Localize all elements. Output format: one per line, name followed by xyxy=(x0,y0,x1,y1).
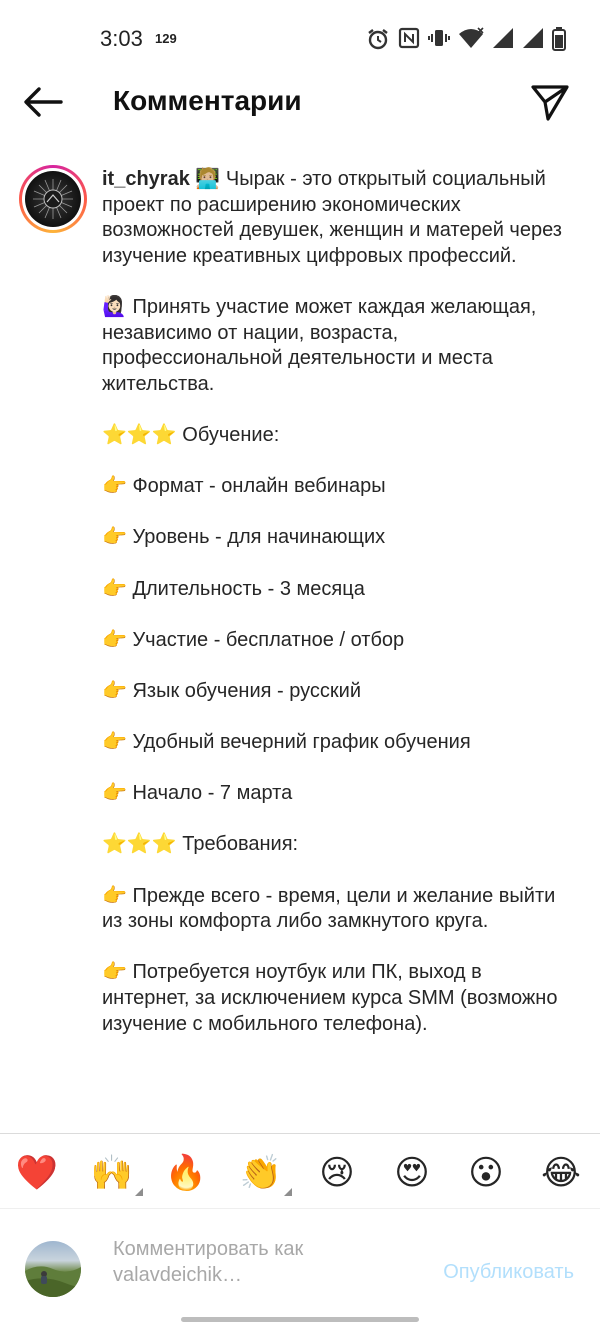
comment-line: 👉 Потребуется ноутбук или ПК, выход в интернет, за исключением курса SMM (возможно изучение с мобильного телефона). xyxy=(102,961,558,1035)
send-icon xyxy=(530,82,570,122)
comment-line: 👉 Начало - 7 марта xyxy=(102,782,293,805)
comment-line: 👉 Длительность - 3 месяца xyxy=(102,577,365,600)
vibrate-icon xyxy=(428,27,450,49)
divider xyxy=(0,1133,600,1134)
emoji-heart[interactable]: ❤️ xyxy=(15,1154,59,1192)
home-indicator[interactable] xyxy=(181,1317,419,1322)
avatar[interactable] xyxy=(19,165,87,233)
nfc-icon xyxy=(398,27,420,49)
header xyxy=(0,76,600,128)
avatar-image xyxy=(25,171,81,227)
comment-line: ⭐⭐⭐ Обучение: xyxy=(102,423,280,446)
comment-line: 👉 Удобный вечерний график обучения xyxy=(102,731,471,754)
status-time: 3:03 xyxy=(100,26,143,51)
comment-line: 👉 Участие - бесплатное / отбор xyxy=(102,628,405,651)
signal-icon xyxy=(522,27,544,49)
page-title: Комментарии xyxy=(113,85,302,116)
emoji-crying[interactable]: 😢 xyxy=(319,1154,355,1192)
landscape-photo xyxy=(25,1241,81,1297)
current-user-avatar xyxy=(25,1241,81,1297)
status-notification-count: 129 xyxy=(155,31,177,46)
comment-username[interactable]: it_chyrak xyxy=(102,168,190,190)
comment-composer xyxy=(0,1210,600,1320)
emoji-fire[interactable]: 🔥 xyxy=(164,1154,208,1192)
publish-button[interactable]: Опубликовать xyxy=(443,1261,574,1283)
battery-icon xyxy=(552,27,566,49)
sun-emblem-icon xyxy=(25,171,81,227)
comment xyxy=(0,162,600,1132)
share-button[interactable] xyxy=(530,82,570,122)
emoji-surprised[interactable]: 😮 xyxy=(468,1154,504,1192)
skin-tone-indicator xyxy=(284,1188,292,1196)
emoji-raised-hands[interactable]: 🙌 xyxy=(89,1150,135,1196)
signal-icon xyxy=(492,27,514,49)
comment-line xyxy=(102,167,572,269)
alarm-icon xyxy=(366,27,390,49)
back-button[interactable] xyxy=(22,84,64,120)
status-bar xyxy=(0,0,600,76)
comment-line: 👉 Язык обучения - русский xyxy=(102,679,362,702)
comment-line: 👉 Формат - онлайн вебинары xyxy=(102,475,386,498)
emoji-bar xyxy=(0,1140,600,1204)
comment-line: 👉 Прежде всего - время, цели и желание выйти из зоны комфорта либо замкнутого круга. xyxy=(102,884,556,933)
comment-text-line: 🧑🏼‍💻 Чырак - это открытый социальный проект по расширению экономических возможностей девушек, женщин и матерей через изучение креативных цифровых профессий. xyxy=(102,168,562,267)
emoji-clap[interactable]: 👏 xyxy=(238,1150,284,1196)
comment-line: 🙋🏻‍♀️ Принять участие может каждая желающая, независимо от нации, возраста, профессиональной деятельности и места жительства. xyxy=(102,295,537,395)
back-arrow-icon xyxy=(22,84,64,120)
skin-tone-indicator xyxy=(135,1188,143,1196)
comment-text xyxy=(102,167,572,1037)
wifi-icon xyxy=(458,27,484,49)
comment-input[interactable]: Комментировать как valavdeichik… xyxy=(113,1238,304,1286)
emoji-laughing[interactable]: 😂 xyxy=(541,1154,581,1192)
status-icons xyxy=(366,27,566,49)
comment-line: ⭐⭐⭐ Требования: xyxy=(102,833,299,856)
comment-line: 👉 Уровень - для начинающих xyxy=(102,526,386,549)
divider xyxy=(0,1208,600,1209)
emoji-heart-eyes[interactable]: 😍 xyxy=(394,1154,430,1192)
